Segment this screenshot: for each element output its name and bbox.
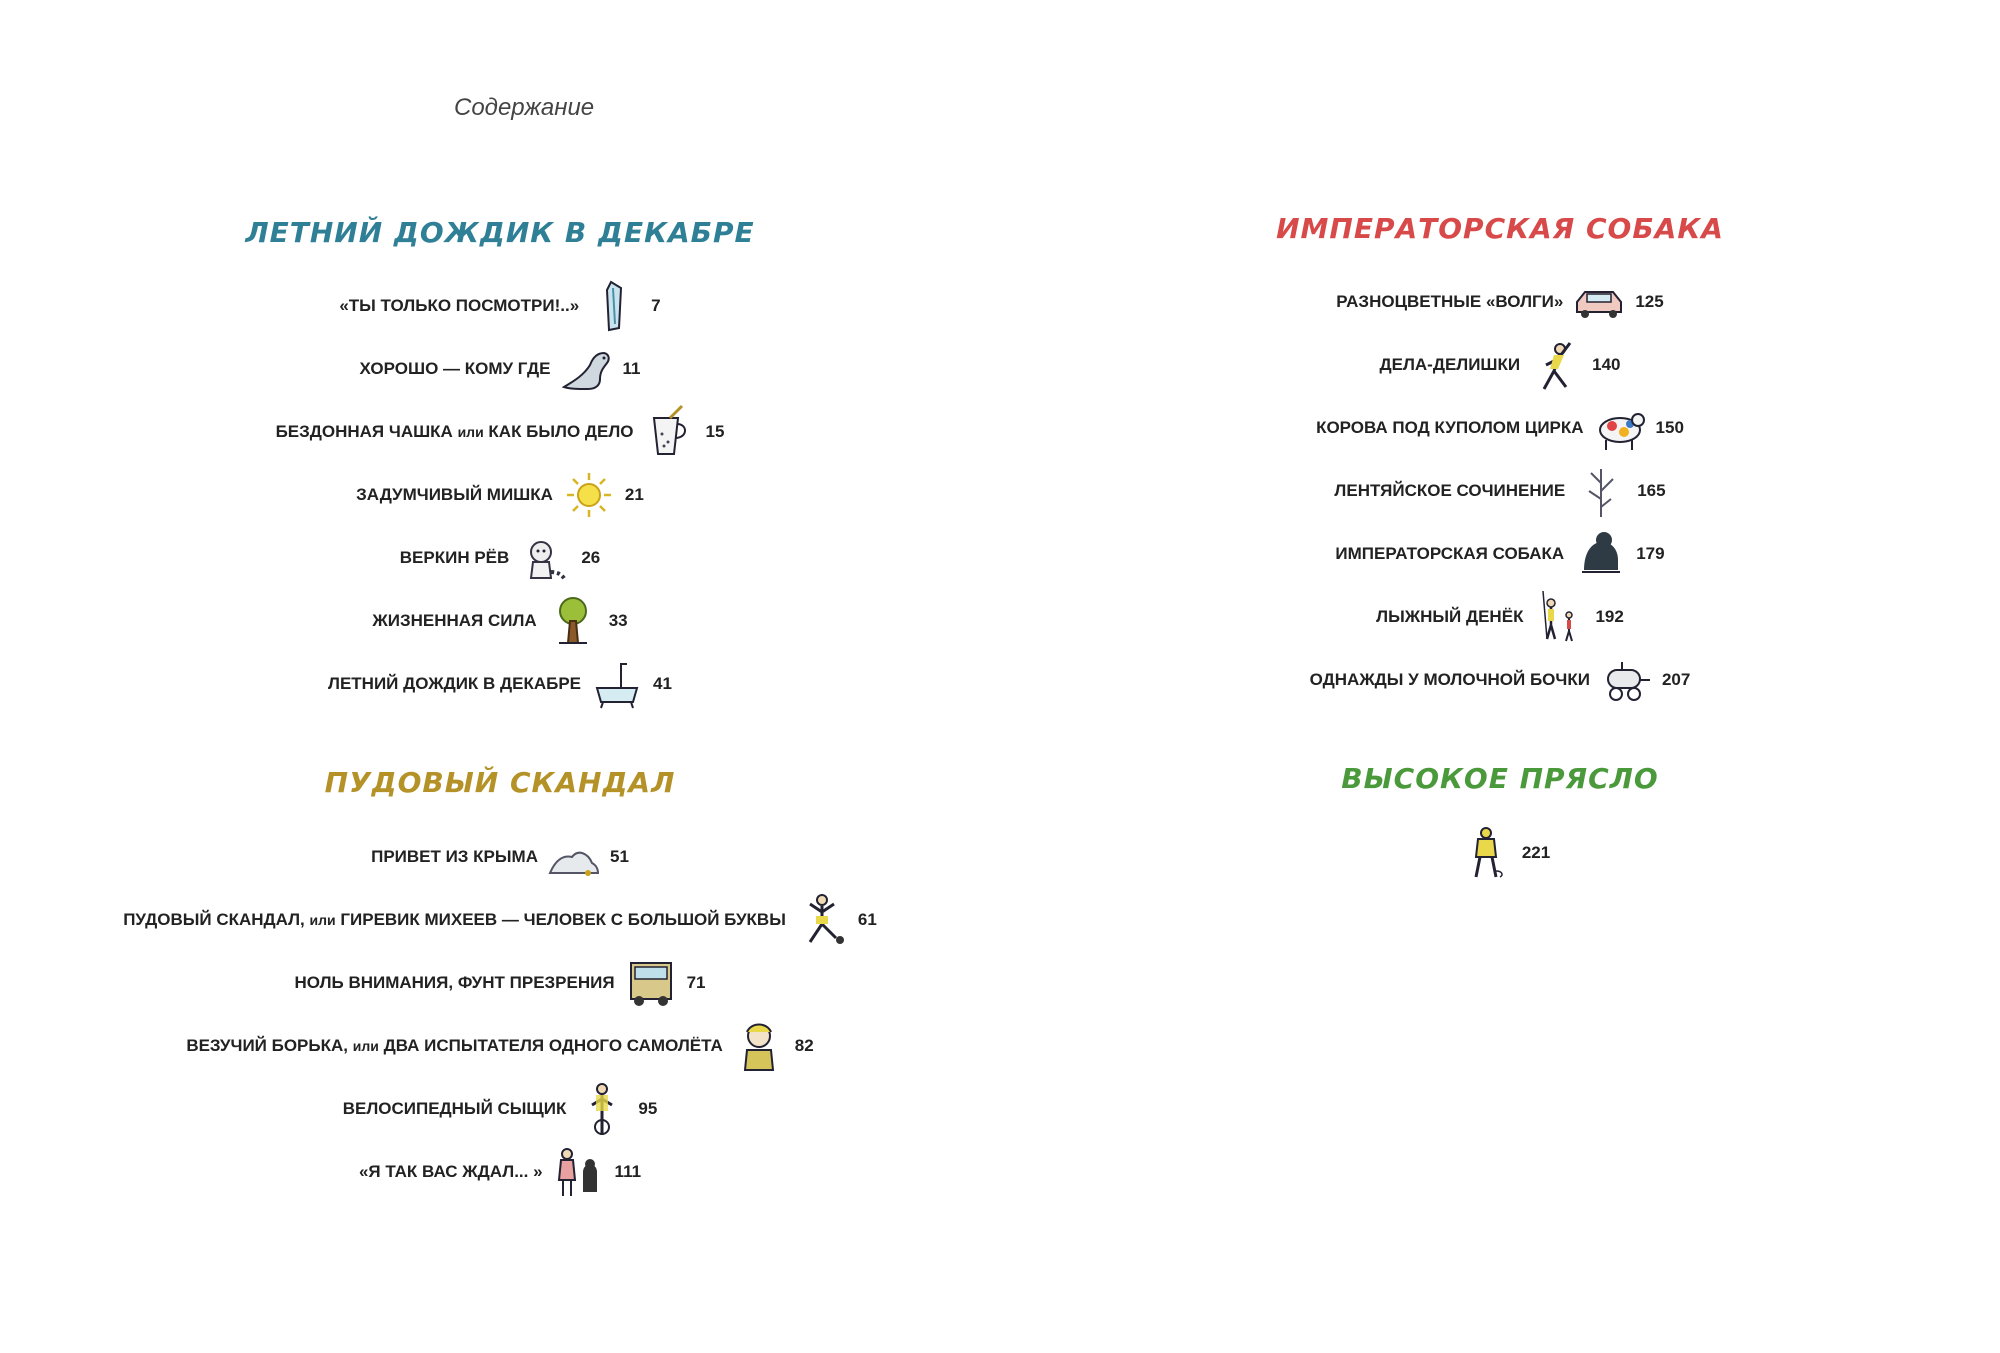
cyclist-icon [576, 1081, 628, 1137]
boy-icon [733, 1018, 785, 1074]
entry-page: 21 [624, 485, 644, 504]
entry-page: 140 [1592, 355, 1621, 374]
entry-page: 82 [794, 1036, 814, 1055]
toc-entry[interactable] [0, 890, 1000, 950]
toc-entry[interactable] [1000, 335, 2000, 395]
entry-page: 7 [651, 296, 661, 315]
toc-entry[interactable] [1000, 823, 2000, 883]
section-heading: ВЫСОКОЕ ПРЯСЛО [1341, 762, 1659, 795]
toc-entry[interactable] [0, 528, 1000, 588]
toc-entry[interactable] [0, 402, 1000, 462]
entry-page: 11 [622, 359, 641, 378]
entry-page: 33 [608, 611, 628, 630]
toc-entry[interactable] [0, 1079, 1000, 1139]
milk-barrel-icon [1600, 652, 1652, 708]
toc-entry[interactable] [0, 591, 1000, 651]
toc-entry[interactable] [0, 953, 1000, 1013]
skiers-icon [1533, 589, 1585, 645]
entry-title: ПРИВЕТ ИЗ КРЫМА [371, 847, 538, 866]
car-icon [1573, 274, 1625, 330]
cup-icon [644, 404, 696, 460]
sun-icon [563, 467, 615, 523]
rocks-icon [548, 829, 600, 885]
entry-title: ИМПЕРАТОРСКАЯ СОБАКА [1335, 544, 1565, 563]
entry-page: 221 [1521, 843, 1551, 862]
entry-title: ВЕЗУЧИЙ БОРЬКА, или ДВА ИСПЫТАТЕЛЯ ОДНОГО САМОЛЁТА [186, 1036, 723, 1055]
entry-page: 111 [614, 1162, 642, 1181]
toc-entry[interactable] [0, 339, 1000, 399]
entry-title: ХОРОШО — КОМУ ГДЕ [359, 359, 551, 378]
girl-dog-icon [553, 1144, 605, 1200]
toc-entry[interactable] [0, 465, 1000, 525]
toc-entry[interactable] [1000, 461, 2000, 521]
entry-page: 179 [1636, 544, 1665, 563]
truck-icon [625, 955, 677, 1011]
entry-page: 71 [686, 973, 706, 992]
dog-icon [1574, 526, 1626, 582]
entry-title: ЛЕТНИЙ ДОЖДИК В ДЕКАБРЕ [328, 674, 582, 693]
entry-page: 165 [1637, 481, 1666, 500]
entry-title: «Я ТАК ВАС ЖДАЛ... » [358, 1162, 543, 1181]
running-man-icon [1530, 337, 1582, 393]
weightlifter-icon [796, 892, 848, 948]
entry-title: ДЕЛА-ДЕЛИШКИ [1379, 355, 1521, 374]
toc-entry[interactable] [1000, 524, 2000, 584]
entry-title: ЛЫЖНЫЙ ДЕНЁК [1376, 607, 1524, 626]
entry-page: 26 [581, 548, 601, 567]
entry-page: 192 [1595, 607, 1624, 626]
section-heading: ПУДОВЫЙ СКАНДАЛ [324, 766, 676, 799]
entry-title: БЕЗДОННАЯ ЧАШКА или КАК БЫЛО ДЕЛО [275, 422, 634, 441]
toc-entry[interactable] [0, 1016, 1000, 1076]
entry-title: «ТЫ ТОЛЬКО ПОСМОТРИ!..» [339, 296, 580, 315]
page-title: Содержание [454, 94, 595, 121]
entry-page: 41 [653, 674, 672, 693]
toc-entry[interactable] [0, 654, 1000, 714]
section-heading: ИМПЕРАТОРСКАЯ СОБАКА [1276, 212, 1724, 245]
toc-entry[interactable] [1000, 587, 2000, 647]
entry-title: ОДНАЖДЫ У МОЛОЧНОЙ БОЧКИ [1309, 670, 1590, 689]
entry-title: ПУДОВЫЙ СКАНДАЛ, или ГИРЕВИК МИХЕЕВ — ЧЕЛОВЕК С БОЛЬШОЙ БУКВЫ [123, 910, 786, 929]
entry-title: НОЛЬ ВНИМАНИЯ, ФУНТ ПРЕЗРЕНИЯ [294, 973, 615, 992]
entry-title: ЗАДУМЧИВЫЙ МИШКА [356, 485, 553, 504]
entry-page: 150 [1655, 418, 1684, 437]
toc-entry[interactable] [1000, 650, 2000, 710]
toc-entry[interactable] [0, 827, 1000, 887]
branch-icon [1575, 463, 1627, 519]
entry-title: ЛЕНТЯЙСКОЕ СОЧИНЕНИЕ [1334, 481, 1566, 500]
entry-page: 207 [1661, 670, 1691, 689]
cow-icon [1594, 400, 1646, 456]
entry-title: РАЗНОЦВЕТНЫЕ «ВОЛГИ» [1336, 292, 1564, 311]
entry-page: 51 [609, 847, 629, 866]
entry-title: ЖИЗНЕННАЯ СИЛА [372, 611, 537, 630]
entry-page: 61 [857, 910, 877, 929]
entry-page: 125 [1635, 292, 1664, 311]
toc-entry[interactable] [0, 276, 1000, 336]
toc-entry[interactable] [1000, 398, 2000, 458]
bathtub-icon [591, 656, 643, 712]
section-heading: ЛЕТНИЙ ДОЖДИК В ДЕКАБРЕ [245, 216, 755, 249]
toc-entry[interactable] [0, 1142, 1000, 1202]
entry-page: 95 [638, 1099, 658, 1118]
raccoon-icon [519, 530, 571, 586]
tree-icon [547, 593, 599, 649]
crystal-icon [589, 278, 641, 334]
seal-icon [560, 341, 612, 397]
entry-page: 15 [705, 422, 725, 441]
entry-title: ВЕРКИН РЁВ [399, 548, 510, 567]
entry-title: ВЕЛОСИПЕДНЫЙ СЫЩИК [342, 1099, 567, 1118]
toc-entry[interactable] [1000, 272, 2000, 332]
entry-title: КОРОВА ПОД КУПОЛОМ ЦИРКА [1316, 418, 1584, 437]
worker-icon [1460, 825, 1512, 881]
